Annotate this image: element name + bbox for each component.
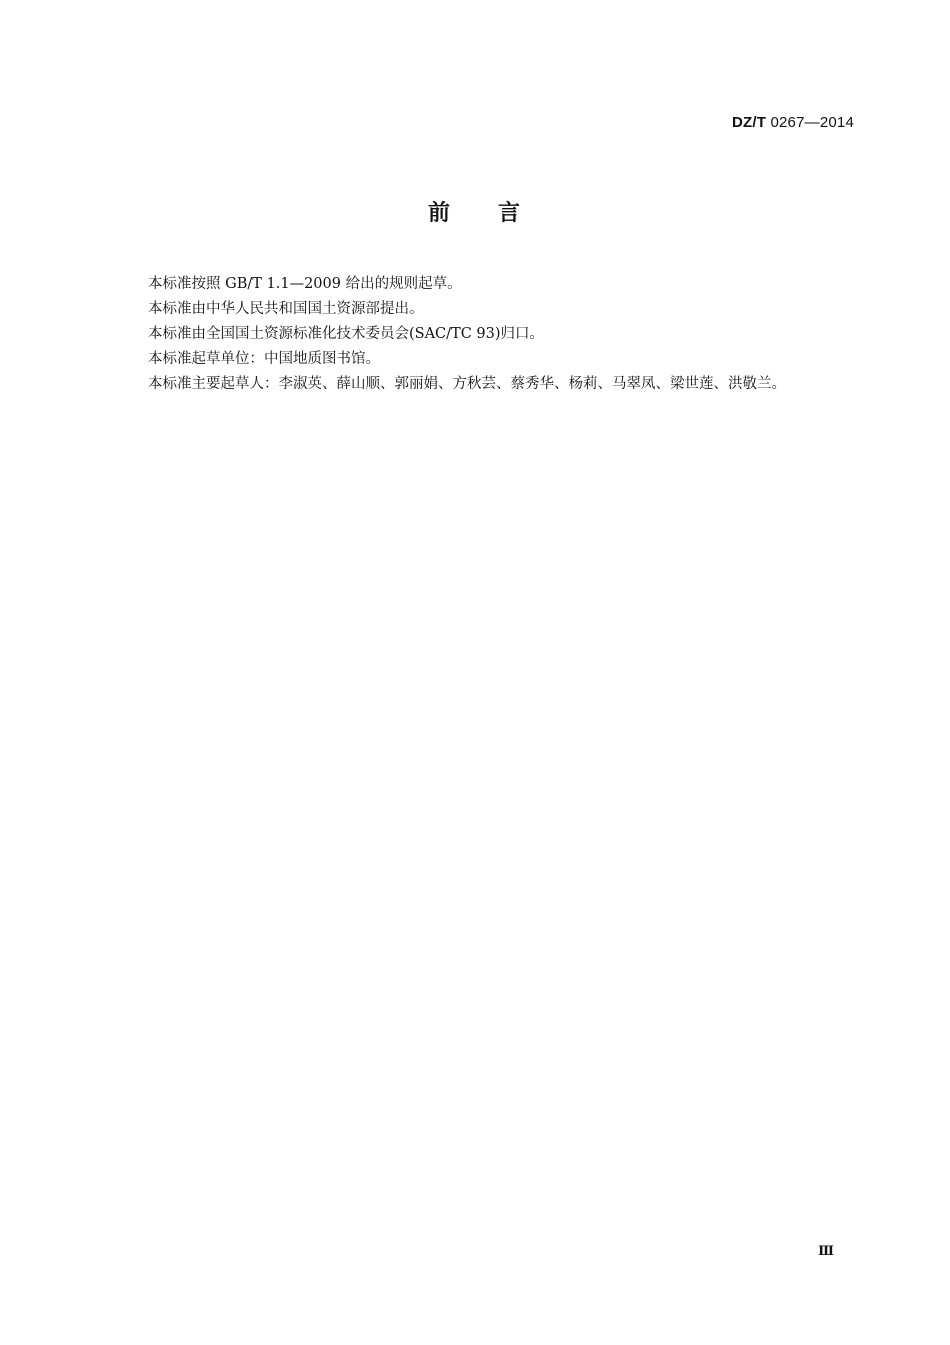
standard-code [732,114,854,131]
standard-code-number: 0267—2014 [770,114,854,131]
page-title [0,196,950,227]
drafting-rule-paragraph: 本标准按照 GB/T 1.1—2009 给出的规则起草。 [148,276,462,292]
drafting-unit-paragraph: 本标准起草单位：中国地质图书馆。 [148,351,380,367]
proposer-paragraph: 本标准由中华人民共和国国土资源部提出。 [148,301,424,317]
page-title-char-2: 言 [498,201,523,226]
drafters-paragraph: 本标准主要起草人：李淑英、薛山顺、郭丽娟、方秋芸、蔡秀华、杨莉、马翠凤、梁世莲、洪敬兰。 [148,376,786,392]
page-title-char-1: 前 [427,201,452,226]
foreword-body [148,272,848,397]
standard-code-prefix: DZ/T [731,114,767,131]
page-number: Ⅲ [818,1244,834,1259]
management-paragraph: 本标准由全国国土资源标准化技术委员会(SAC/TC 93)归口。 [148,326,545,342]
